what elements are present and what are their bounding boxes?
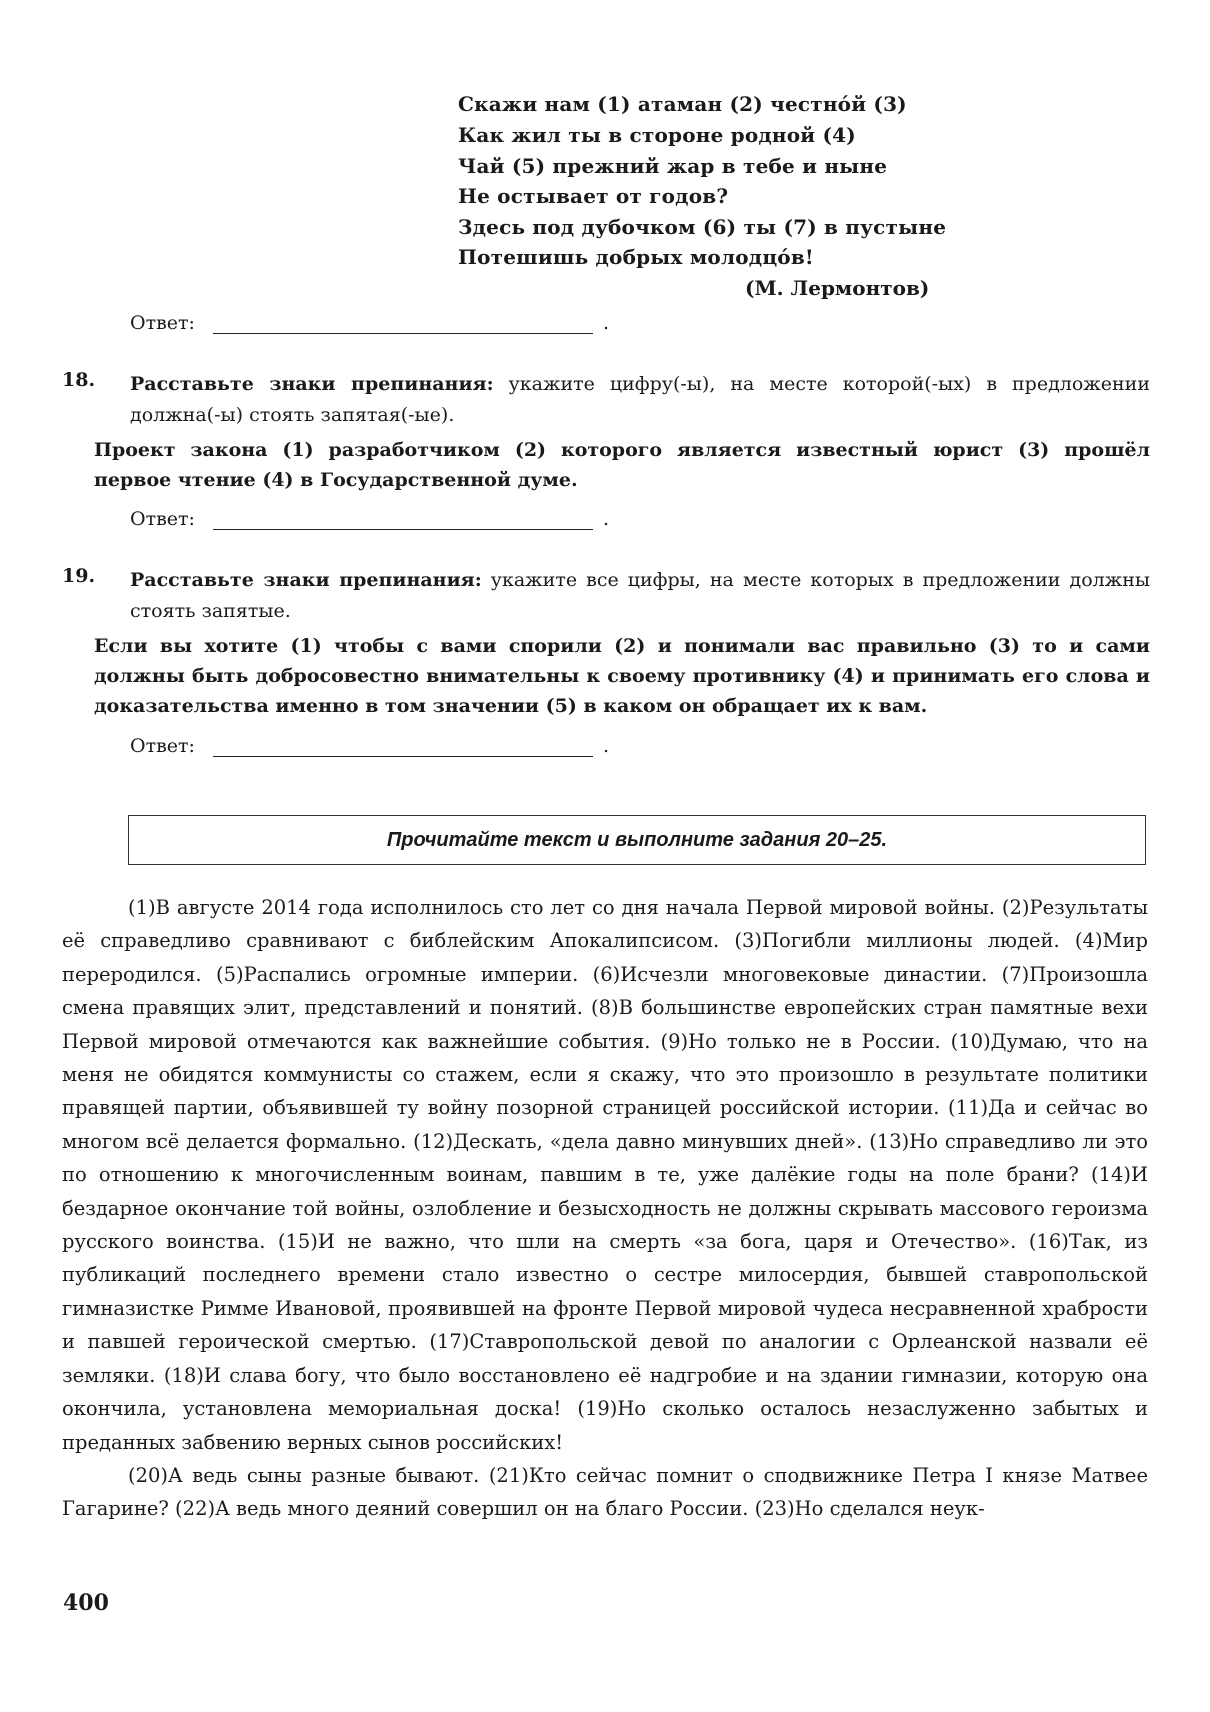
answer-18: [130, 508, 609, 530]
answer-19: [130, 735, 609, 757]
task-instruction: [130, 565, 1150, 627]
answer-label: Ответ:: [130, 735, 195, 757]
poem-line: Потешишь добрых молодцóв!: [458, 245, 814, 269]
answer-label: Ответ:: [130, 508, 195, 530]
instruction-bold: Расставьте знаки препинания:: [130, 373, 494, 395]
answer-17: [130, 312, 609, 334]
task-sentence: Если вы хотите (1) чтобы с вами спорили (2) и понимали вас правильно (3) то и сами должны быть добросовестно внимательны к своему противнику (4) и принимать его слова и доказательства именно в том значении (5) в каком он обращает их к вам.: [94, 635, 1150, 717]
poem-line: Не остывает от годов?: [458, 184, 729, 208]
answer-end: .: [602, 508, 609, 530]
banner-text: Прочитайте текст и выполните задания 20–25.: [386, 828, 888, 851]
instruction-text: укажите все цифры, на месте которых в предложении должны стоять запятые.: [130, 569, 1150, 622]
answer-end: .: [602, 312, 609, 334]
poem-line: Здесь под дубочком (6) ты (7) в пустыне: [458, 215, 947, 239]
answer-input-line[interactable]: [213, 315, 593, 334]
task-number: 19.: [62, 565, 96, 587]
task-instruction: [130, 369, 1150, 431]
instruction-text: укажите цифру(-ы), на месте которой(-ых) в предложении должна(-ы) стоять запятая(-ые).: [130, 373, 1150, 426]
task-19: [62, 565, 1150, 721]
poem-attribution: (М. Лермонтов): [745, 276, 930, 300]
answer-input-line[interactable]: [213, 738, 593, 757]
task-18: [62, 369, 1150, 495]
poem-line: Как жил ты в стороне родной (4): [458, 123, 856, 147]
instruction-bold: Расставьте знаки препинания:: [130, 569, 482, 591]
reading-instruction-banner: [128, 815, 1146, 865]
page-number: 400: [63, 1590, 109, 1616]
answer-input-line[interactable]: [213, 511, 593, 530]
answer-end: .: [602, 735, 609, 757]
answer-label: Ответ:: [130, 312, 195, 334]
poem-line: Скажи нам (1) атаман (2) честнóй (3): [458, 92, 907, 116]
reading-paragraph: (20)А ведь сыны разные бывают. (21)Кто сейчас помнит о сподвижнике Петра I князе Матвее Гагарине? (22)А ведь много деяний совершил он на благо России. (23)Но сделался неук-: [62, 1463, 1148, 1521]
reading-text: [62, 891, 1148, 1526]
task-sentence: Проект закона (1) разработчиком (2) которого является известный юрист (3) прошёл первое чтение (4) в Государственной думе.: [94, 439, 1150, 491]
reading-paragraph: (1)В августе 2014 года исполнилось сто лет со дня начала Первой мировой войны. (2)Результаты её справедливо сравнивают с библейским Апокалипсисом. (3)Погибли миллионы людей. (4)Мир переродился. (5)Распались огромные империи. (6)Исчезли многовековые династии. (7)Произошла смена правящих элит, представлений и понятий. (8)В большинстве европейских стран памятные вехи Первой мировой отмечаются как важнейшие события. (9)Но только не в России. (10)Думаю, что на меня не обидятся коммунисты со стажем, если я скажу, что это произошло в результате политики правящей партии, объявившей ту войну позорной страницей российской истории. (11)Да и сейчас во многом всё делается формально. (12)Дескать, «дела давно минувших дней». (13)Но справедливо ли это по отношению к многочисленным воинам, павшим в те, уже далёкие годы на поле брани? (14)И бездарное окончание той войны, озлобление и безысходность не должны скрывать массового героизма русского воинства. (15)И не важно, что шли на смерть «за бога, царя и Отечество». (16)Так, из публикаций последнего времени стало известно о сестре милосердия, бывшей ставропольской гимназистке Римме Ивановой, проявившей на фронте Первой мировой чудеса несравненной храбрости и павшей героической смертью. (17)Ставропольской девой по аналогии с Орлеанской назвали её земляки. (18)И слава богу, что было восстановлено её надгробие и на здании гимназии, которую она окончила, установлена мемориальная доска! (19)Но сколько осталось незаслуженно забытых и преданных забвению верных сынов российских!: [62, 896, 1148, 1454]
poem-line: Чай (5) прежний жар в тебе и ныне: [458, 154, 888, 178]
task-number: 18.: [62, 369, 96, 391]
